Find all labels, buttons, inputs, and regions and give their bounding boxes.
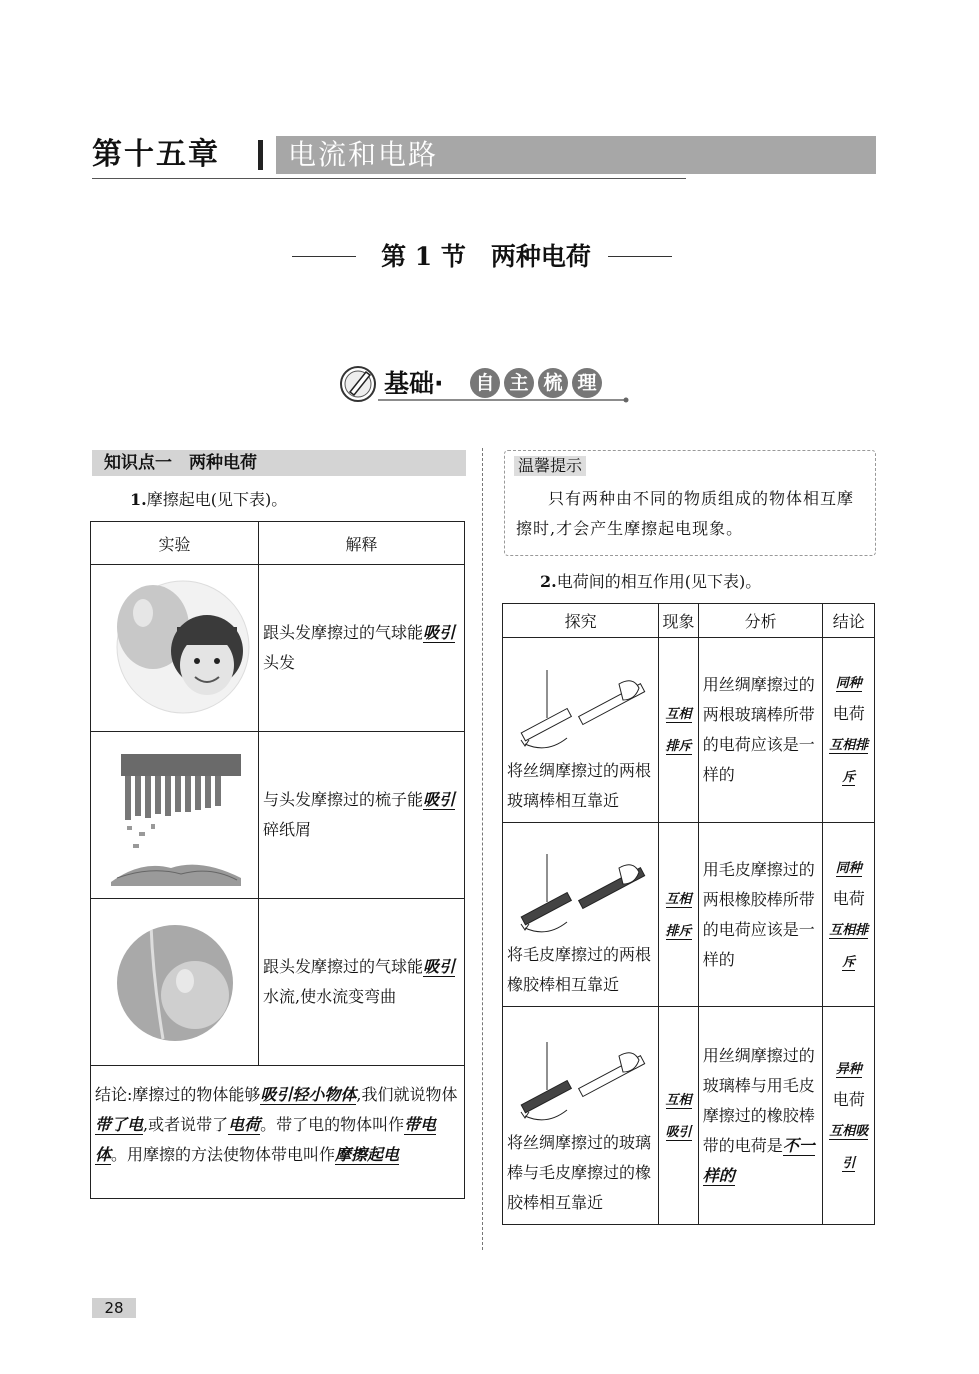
explore-text: 将丝绸摩擦过的玻璃棒与毛皮摩擦过的橡胶棒相互靠近 — [507, 1133, 652, 1212]
tip-body: 只有两种由不同的物质组成的物体相互摩擦时,才会产生摩擦起电现象。 — [516, 489, 855, 538]
friction-table — [90, 521, 465, 1199]
badge-char: 主 — [504, 368, 534, 398]
table-row — [503, 638, 875, 823]
column-divider — [482, 448, 483, 1250]
table-row — [503, 1007, 875, 1225]
conclusion-text: 。带了电的物体叫作 — [260, 1115, 405, 1134]
table-header: 结论 — [823, 604, 875, 638]
rod-experiment-diagram — [507, 850, 647, 940]
conclusion-text: 结论:摩擦过的物体能够 — [95, 1085, 261, 1104]
answer-blank: 异种 — [835, 1061, 862, 1077]
answer-blank: 吸引 — [423, 623, 456, 642]
explanation-cell — [259, 565, 465, 732]
item-1 — [130, 488, 287, 512]
answer-blank: 摩擦起电 — [335, 1145, 400, 1164]
experiment-image-balloon-water — [91, 899, 259, 1066]
item-1-text: 摩擦起电(见下表)。 — [146, 490, 288, 509]
knowledge-point-title: 知识点一 两种电荷 — [104, 453, 257, 473]
explore-text: 将毛皮摩擦过的两根橡胶棒相互靠近 — [507, 945, 652, 994]
explanation-cell — [259, 732, 465, 899]
item-2 — [540, 570, 761, 594]
analysis-cell — [698, 823, 823, 1007]
explanation-text: 跟头发摩擦过的气球能 — [263, 623, 424, 642]
experiment-image-comb-paper — [91, 732, 259, 899]
answer-blank: 互相排斥 — [665, 891, 692, 939]
section-rule-left — [292, 256, 356, 257]
conclusion-cell — [823, 638, 875, 823]
explanation-cell — [259, 899, 465, 1066]
answer-blank: 互相排斥 — [829, 922, 869, 970]
conclusion-cell — [823, 1007, 875, 1225]
chapter-rule — [92, 178, 686, 179]
page-number: 28 — [104, 1299, 124, 1317]
answer-blank: 同种 — [835, 860, 862, 876]
table-row — [91, 565, 465, 732]
conclusion-cell — [823, 823, 875, 1007]
badge-char: 自 — [470, 368, 500, 398]
explanation-text: 碎纸屑 — [263, 820, 312, 839]
conclusion-text: 电荷 — [832, 1089, 865, 1109]
charge-interaction-table — [502, 603, 875, 1225]
answer-blank: 电荷 — [228, 1115, 261, 1134]
chapter-title: 电流和电路 — [288, 138, 439, 171]
answer-blank: 带电体 — [95, 1115, 437, 1164]
answer-blank: 互相吸引 — [829, 1123, 869, 1171]
explanation-text: 跟头发摩擦过的气球能 — [263, 957, 424, 976]
item-2-label: 2. — [540, 572, 557, 591]
answer-blank: 互相排斥 — [829, 738, 869, 785]
conclusion-text: 。用摩擦的方法使物体带电叫作 — [111, 1145, 336, 1164]
table-header: 实验 — [91, 522, 259, 565]
item-1-label: 1. — [130, 490, 147, 509]
answer-blank: 带了电 — [95, 1115, 144, 1134]
chapter-separator — [258, 140, 263, 170]
explanation-text: 与头发摩擦过的梳子能 — [263, 790, 424, 809]
explore-cell — [503, 638, 659, 823]
conclusion-text: ,或者说带了 — [143, 1115, 229, 1134]
analysis-text: 用毛皮摩擦过的两根橡胶棒所带的电荷应该是一样的 — [702, 859, 815, 969]
conclusion-text: ,我们就说物体 — [356, 1085, 458, 1104]
table-row — [91, 899, 465, 1066]
section-rule-right — [608, 256, 672, 257]
explore-cell — [503, 823, 659, 1007]
tip-title: 温馨提示 — [514, 456, 586, 476]
analysis-text: 用丝绸摩擦过的玻璃棒与用毛皮摩擦过的橡胶棒带的电荷是 — [702, 1045, 815, 1155]
badge-char: 梳 — [538, 368, 568, 398]
explanation-text: 头发 — [263, 653, 296, 672]
answer-blank: 互相排斥 — [665, 707, 692, 754]
item-2-text: 电荷间的相互作用(见下表)。 — [556, 572, 762, 591]
table-row — [91, 732, 465, 899]
phenomenon-cell — [659, 1007, 698, 1225]
conclusion-text: 电荷 — [832, 704, 865, 723]
chapter-number: 第十五章 — [92, 137, 220, 172]
analysis-cell — [698, 1007, 823, 1225]
conclusion-text: 电荷 — [832, 888, 865, 908]
table-header: 现象 — [659, 604, 698, 638]
table-header: 分析 — [698, 604, 823, 638]
explore-cell — [503, 1007, 659, 1225]
rod-experiment-diagram — [507, 666, 647, 756]
rod-experiment-diagram — [507, 1038, 647, 1128]
analysis-text: 用丝绸摩擦过的两根玻璃棒所带的电荷应该是一样的 — [702, 675, 815, 784]
phenomenon-cell — [659, 823, 698, 1007]
table-header: 探究 — [503, 604, 659, 638]
section-title: 第 1 节 两种电荷 — [381, 242, 591, 271]
table-row — [503, 823, 875, 1007]
experiment-image-balloon-hair — [91, 565, 259, 732]
conclusion-cell — [91, 1066, 465, 1199]
answer-blank: 互相吸引 — [665, 1092, 692, 1140]
badge-char: 理 — [572, 368, 602, 398]
answer-blank: 吸引 — [423, 790, 456, 809]
explanation-text: 水流,使水流变弯曲 — [263, 987, 397, 1006]
answer-blank: 不一样的 — [702, 1135, 815, 1185]
answer-blank: 吸引 — [423, 957, 456, 976]
badge-title: 基础· — [384, 369, 444, 398]
explore-text: 将丝绸摩擦过的两根玻璃棒相互靠近 — [507, 761, 652, 810]
table-header: 解释 — [259, 522, 465, 565]
phenomenon-cell — [659, 638, 698, 823]
answer-blank: 同种 — [835, 676, 862, 691]
analysis-cell — [698, 638, 823, 823]
answer-blank: 吸引轻小物体 — [260, 1085, 357, 1104]
conclusion-row — [91, 1066, 465, 1199]
